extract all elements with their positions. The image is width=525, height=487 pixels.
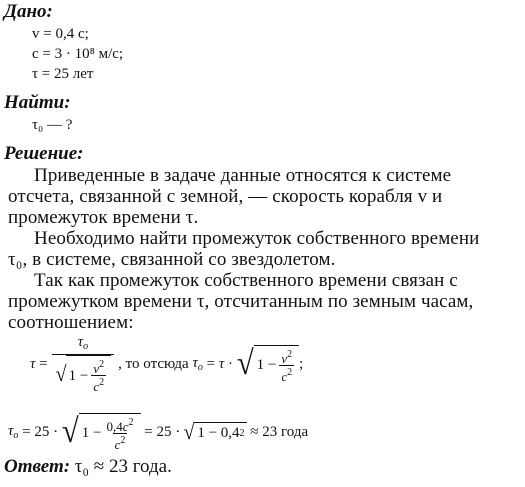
find-heading: Найти:	[4, 92, 71, 113]
formula-calculation: $\tau_o$ = 25 · √ 1 − $0,4c^2$ $c^2$ = 25 · √ 1 − 0,4 2 ≈ 23 года	[8, 413, 309, 452]
given-heading: Дано:	[4, 1, 53, 22]
formula-connector: , то отсюда	[118, 355, 189, 372]
formula-time-dilation: τ = $\tau_o$ √ 1 − $v^2$ $c^2$ , то отсюда $\tau_o$ = τ · √ 1 − $v^2$ $c^2$ ;	[30, 334, 304, 394]
given-light-speed: c = 3 · 10⁸ м/с;	[32, 46, 124, 62]
formula-result: ≈ 23 года	[250, 423, 309, 440]
para3-line1: Так как промежуток собственного времени связан с	[34, 270, 458, 291]
para2-line2: τ₀, в системе, связанной со звездолетом.	[8, 249, 336, 270]
para1-line2: отсчета, связанной с земной, — скорость корабля v и	[8, 186, 443, 207]
para1-line3: промежуток времени τ.	[8, 207, 199, 228]
given-velocity: v = 0,4 c;	[32, 26, 89, 42]
solution-heading: Решение:	[4, 143, 84, 164]
answer-line	[4, 456, 172, 478]
answer-text: τ₀ ≈ 23 года.	[74, 456, 172, 477]
para3-line2: промежутком времени τ, отсчитанным по земным часам,	[8, 291, 474, 312]
para1-line1: Приведенные в задаче данные относятся к системе	[34, 165, 452, 186]
para3-line3: соотношением:	[8, 312, 134, 333]
answer-heading: Ответ:	[4, 456, 71, 477]
para2-line1: Необходимо найти промежуток собственного времени	[34, 228, 480, 249]
find-unknown: τ₀ — ?	[32, 117, 73, 133]
given-time: τ = 25 лет	[32, 66, 94, 82]
